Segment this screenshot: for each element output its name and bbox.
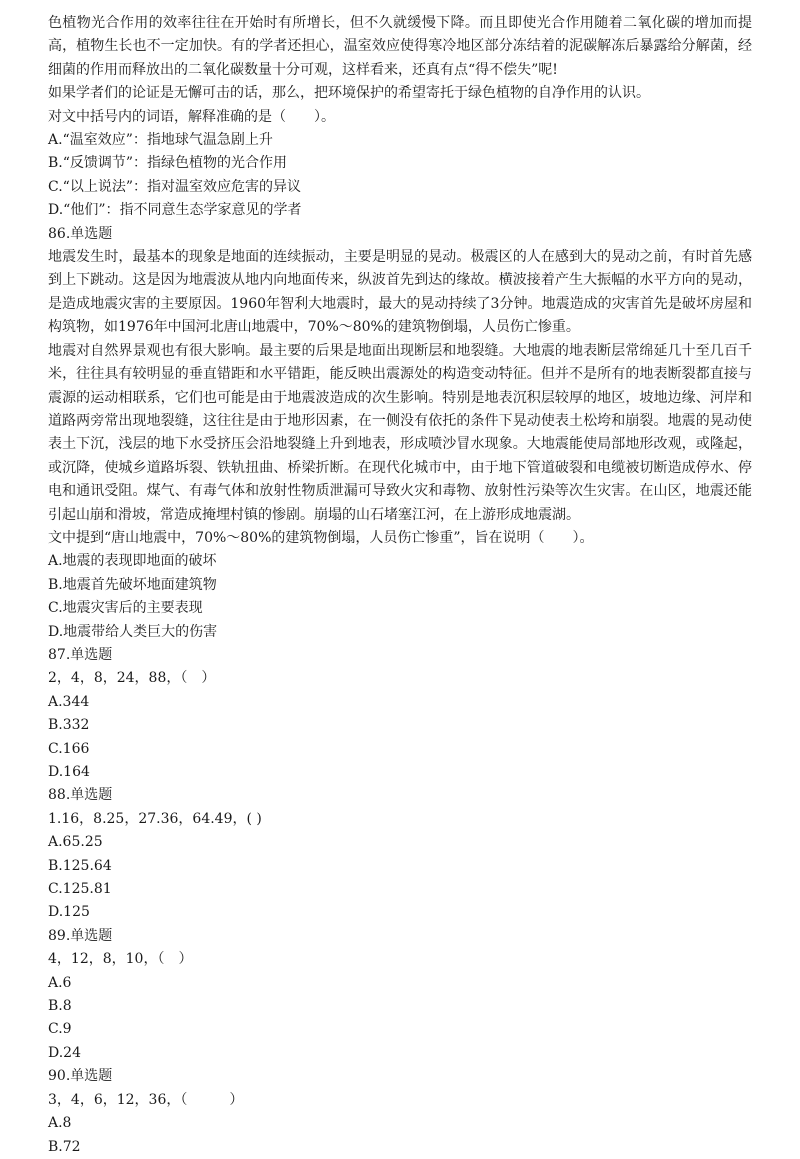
question-87	[48, 644, 752, 784]
passage-continuation	[48, 12, 752, 106]
option-a[interactable]: A.6	[48, 974, 72, 991]
option-c[interactable]: C.地震灾害后的主要表现	[48, 600, 203, 617]
question-stem: 4，12，8，10，（ ）	[48, 951, 193, 968]
question-stem: 文中提到“唐山地震中，70%～80%的建筑物倒塌，人员伤亡惨重”，旨在说明（ ）。	[48, 529, 594, 546]
option-d[interactable]: D.地震带给人类巨大的伤害	[48, 623, 218, 640]
option-a[interactable]: A.地震的表现即地面的破坏	[48, 553, 217, 570]
question-stem: 1.16，8.25，27.36，64.49，( )	[48, 810, 262, 827]
option-b[interactable]: B.72	[48, 1138, 81, 1155]
question-stem: 对文中括号内的词语，解释准确的是（ ）。	[48, 108, 335, 125]
option-b[interactable]: B.125.64	[48, 857, 112, 874]
question-88	[48, 784, 752, 924]
option-a[interactable]: A.“温室效应”：指地球气温急剧上升	[48, 132, 273, 149]
option-b[interactable]: B.地震首先破坏地面建筑物	[48, 576, 217, 593]
question-89	[48, 925, 752, 1065]
question-header: 87.单选题	[48, 646, 113, 663]
option-b[interactable]: B.332	[48, 717, 90, 734]
question-header: 90.单选题	[48, 1068, 113, 1085]
question-stem: 3，4，6，12，36，（ ）	[48, 1091, 244, 1108]
option-d[interactable]: D.125	[48, 904, 90, 921]
question-header: 88.单选题	[48, 787, 113, 804]
option-a[interactable]: A.344	[48, 693, 90, 710]
option-c[interactable]: C.9	[48, 1021, 72, 1038]
option-d[interactable]: D.164	[48, 764, 90, 780]
question-header: 86.单选题	[48, 225, 113, 242]
question-86	[48, 223, 752, 644]
option-c[interactable]: C.125.81	[48, 881, 112, 898]
option-b[interactable]: B.8	[48, 998, 72, 1015]
passage-paragraph: 色植物光合作用的效率往往在开始时有所增长，但不久就缓慢下降。而且即使光合作用随着二氧化碳的增加而提高，植物生长也不一定加快。有的学者还担心，温室效应使得寒冷地区部分冻结着的泥碳解冻后暴露给分解菌，经细菌的作用而释放出的二氧化碳数量十分可观，这样看来，还真有点“得不偿失”呢!	[48, 15, 752, 78]
passage-paragraph: 如果学者们的论证是无懈可击的话，那么，把环境保护的希望寄托于绿色植物的自净作用的认识。	[48, 85, 650, 102]
question-header: 89.单选题	[48, 927, 113, 944]
option-d[interactable]: D.“他们”：指不同意生态学家意见的学者	[48, 202, 302, 219]
option-b[interactable]: B.“反馈调节”：指绿色植物的光合作用	[48, 155, 288, 172]
option-a[interactable]: A.8	[48, 1115, 72, 1132]
option-a[interactable]: A.65.25	[48, 834, 103, 851]
question-85	[48, 106, 752, 223]
question-90	[48, 1065, 752, 1159]
option-d[interactable]: D.24	[48, 1044, 81, 1061]
option-c[interactable]: C.166	[48, 740, 90, 757]
option-c[interactable]: C.“以上说法”：指对温室效应危害的异议	[48, 178, 301, 195]
passage-paragraph: 地震对自然界景观也有很大影响。最主要的后果是地面出现断层和地裂缝。大地震的地表断层常绵延几十至几百千米，往往具有较明显的垂直错距和水平错距，能反映出震源处的构造变动特征。但并不是所有的地表断裂都直接与震源的运动相联系，它们也可能是由于地震波造成的次生影响。特别是地表沉积层较厚的地区，坡地边缘、河岸和道路两旁常出现地裂缝，这往往是由于地形因素，在一侧没有依托的条件下晃动使表土松垮和崩裂。地震的晃动使表土下沉，浅层的地下水受挤压会沿地裂缝上升到地表，形成喷沙冒水现象。大地震能使局部地形改观，或隆起，或沉降，使城乡道路坼裂、铁轨扭曲、桥梁折断。在现代化城市中，由于地下管道破裂和电缆被切断造成停水、停电和通讯受阻。煤气、有毒气体和放射性物质泄漏可导致火灾和毒物、放射性污染等次生灾害。在山区，地震还能引起山崩和滑坡，常造成掩埋村镇的惨剧。崩塌的山石堵塞江河，在上游形成地震湖。	[48, 342, 752, 523]
passage-paragraph: 地震发生时，最基本的现象是地面的连续振动，主要是明显的晃动。极震区的人在感到大的晃动之前，有时首先感到上下跳动。这是因为地震波从地内向地面传来，纵波首先到达的缘故。横波接着产生大振幅的水平方向的晃动，是造成地震灾害的主要原因。1960年智利大地震时，最大的晃动持续了3分钟。地震造成的灾害首先是破坏房屋和构筑物，如1976年中国河北唐山地震中，70%～80%的建筑物倒塌，人员伤亡惨重。	[48, 249, 752, 336]
question-stem: 2，4，8，24，88，（ ）	[48, 670, 216, 687]
